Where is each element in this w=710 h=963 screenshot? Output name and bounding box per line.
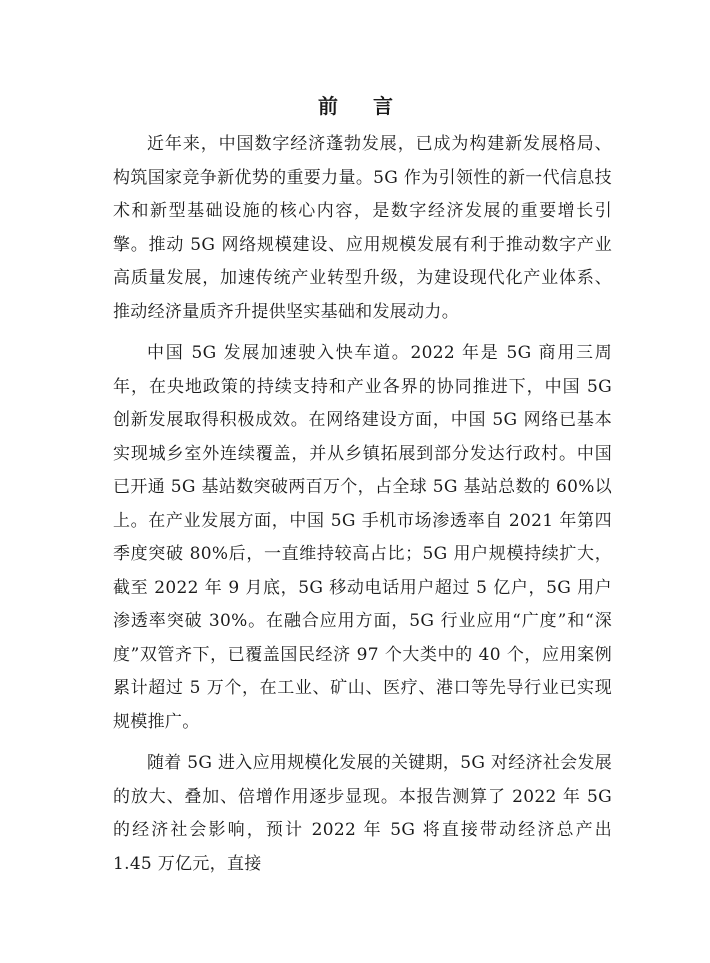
paragraph-2: 中国 5G 发展加速驶入快车道。2022 年是 5G 商用三周年，在央地政策的持续支持和产业各界的协同推进下，中国 5G 创新发展取得积极成效。在网络建设方面，中国 5G 网络已基本实现城乡室外连续覆盖，并从乡镇拓展到部分发达行政村。中国已开通 5G 基站数突破两百万个，占全球 5G 基站总数的 60%以上。在产业发展方面，中国 5G 手机市场渗透率自 2021 年第四季度突破 80%后，一直维持较高占比；5G 用户规模持续扩大，截至 2022 年 9 月底，5G 移动电话用户超过 5 亿户，5G 用户渗透率突破 30%。在融合应用方面，5G 行业应用“广度”和“深度”双管齐下，已覆盖国民经济 97 个大类中的 40 个，应用案例累计超过 5 万个，在工业、矿山、医疗、港口等先导行业已实现规模推广。 bbox=[113, 343, 612, 732]
paragraph-3: 随着 5G 进入应用规模化发展的关键期，5G 对经济社会发展的放大、叠加、倍增作用逐步显现。本报告测算了 2022 年 5G 的经济社会影响，预计 2022 年 5G 将直接带动经济总产出 1.45 万亿元，直接 bbox=[113, 753, 613, 874]
page-title: 前 言 bbox=[318, 94, 407, 118]
paragraph-1: 近年来，中国数字经济蓬勃发展，已成为构建新发展格局、构筑国家竞争新优势的重要力量。5G 作为引领性的新一代信息技术和新型基础设施的核心内容，是数字经济发展的重要增长引擎。推动 5G 网络规模建设、应用规模发展有利于推动数字产业高质量发展，加速传统产业转型升级，为建设现代化产业体系、推动经济量质齐升提供坚实基础和发展动力。 bbox=[113, 134, 612, 322]
